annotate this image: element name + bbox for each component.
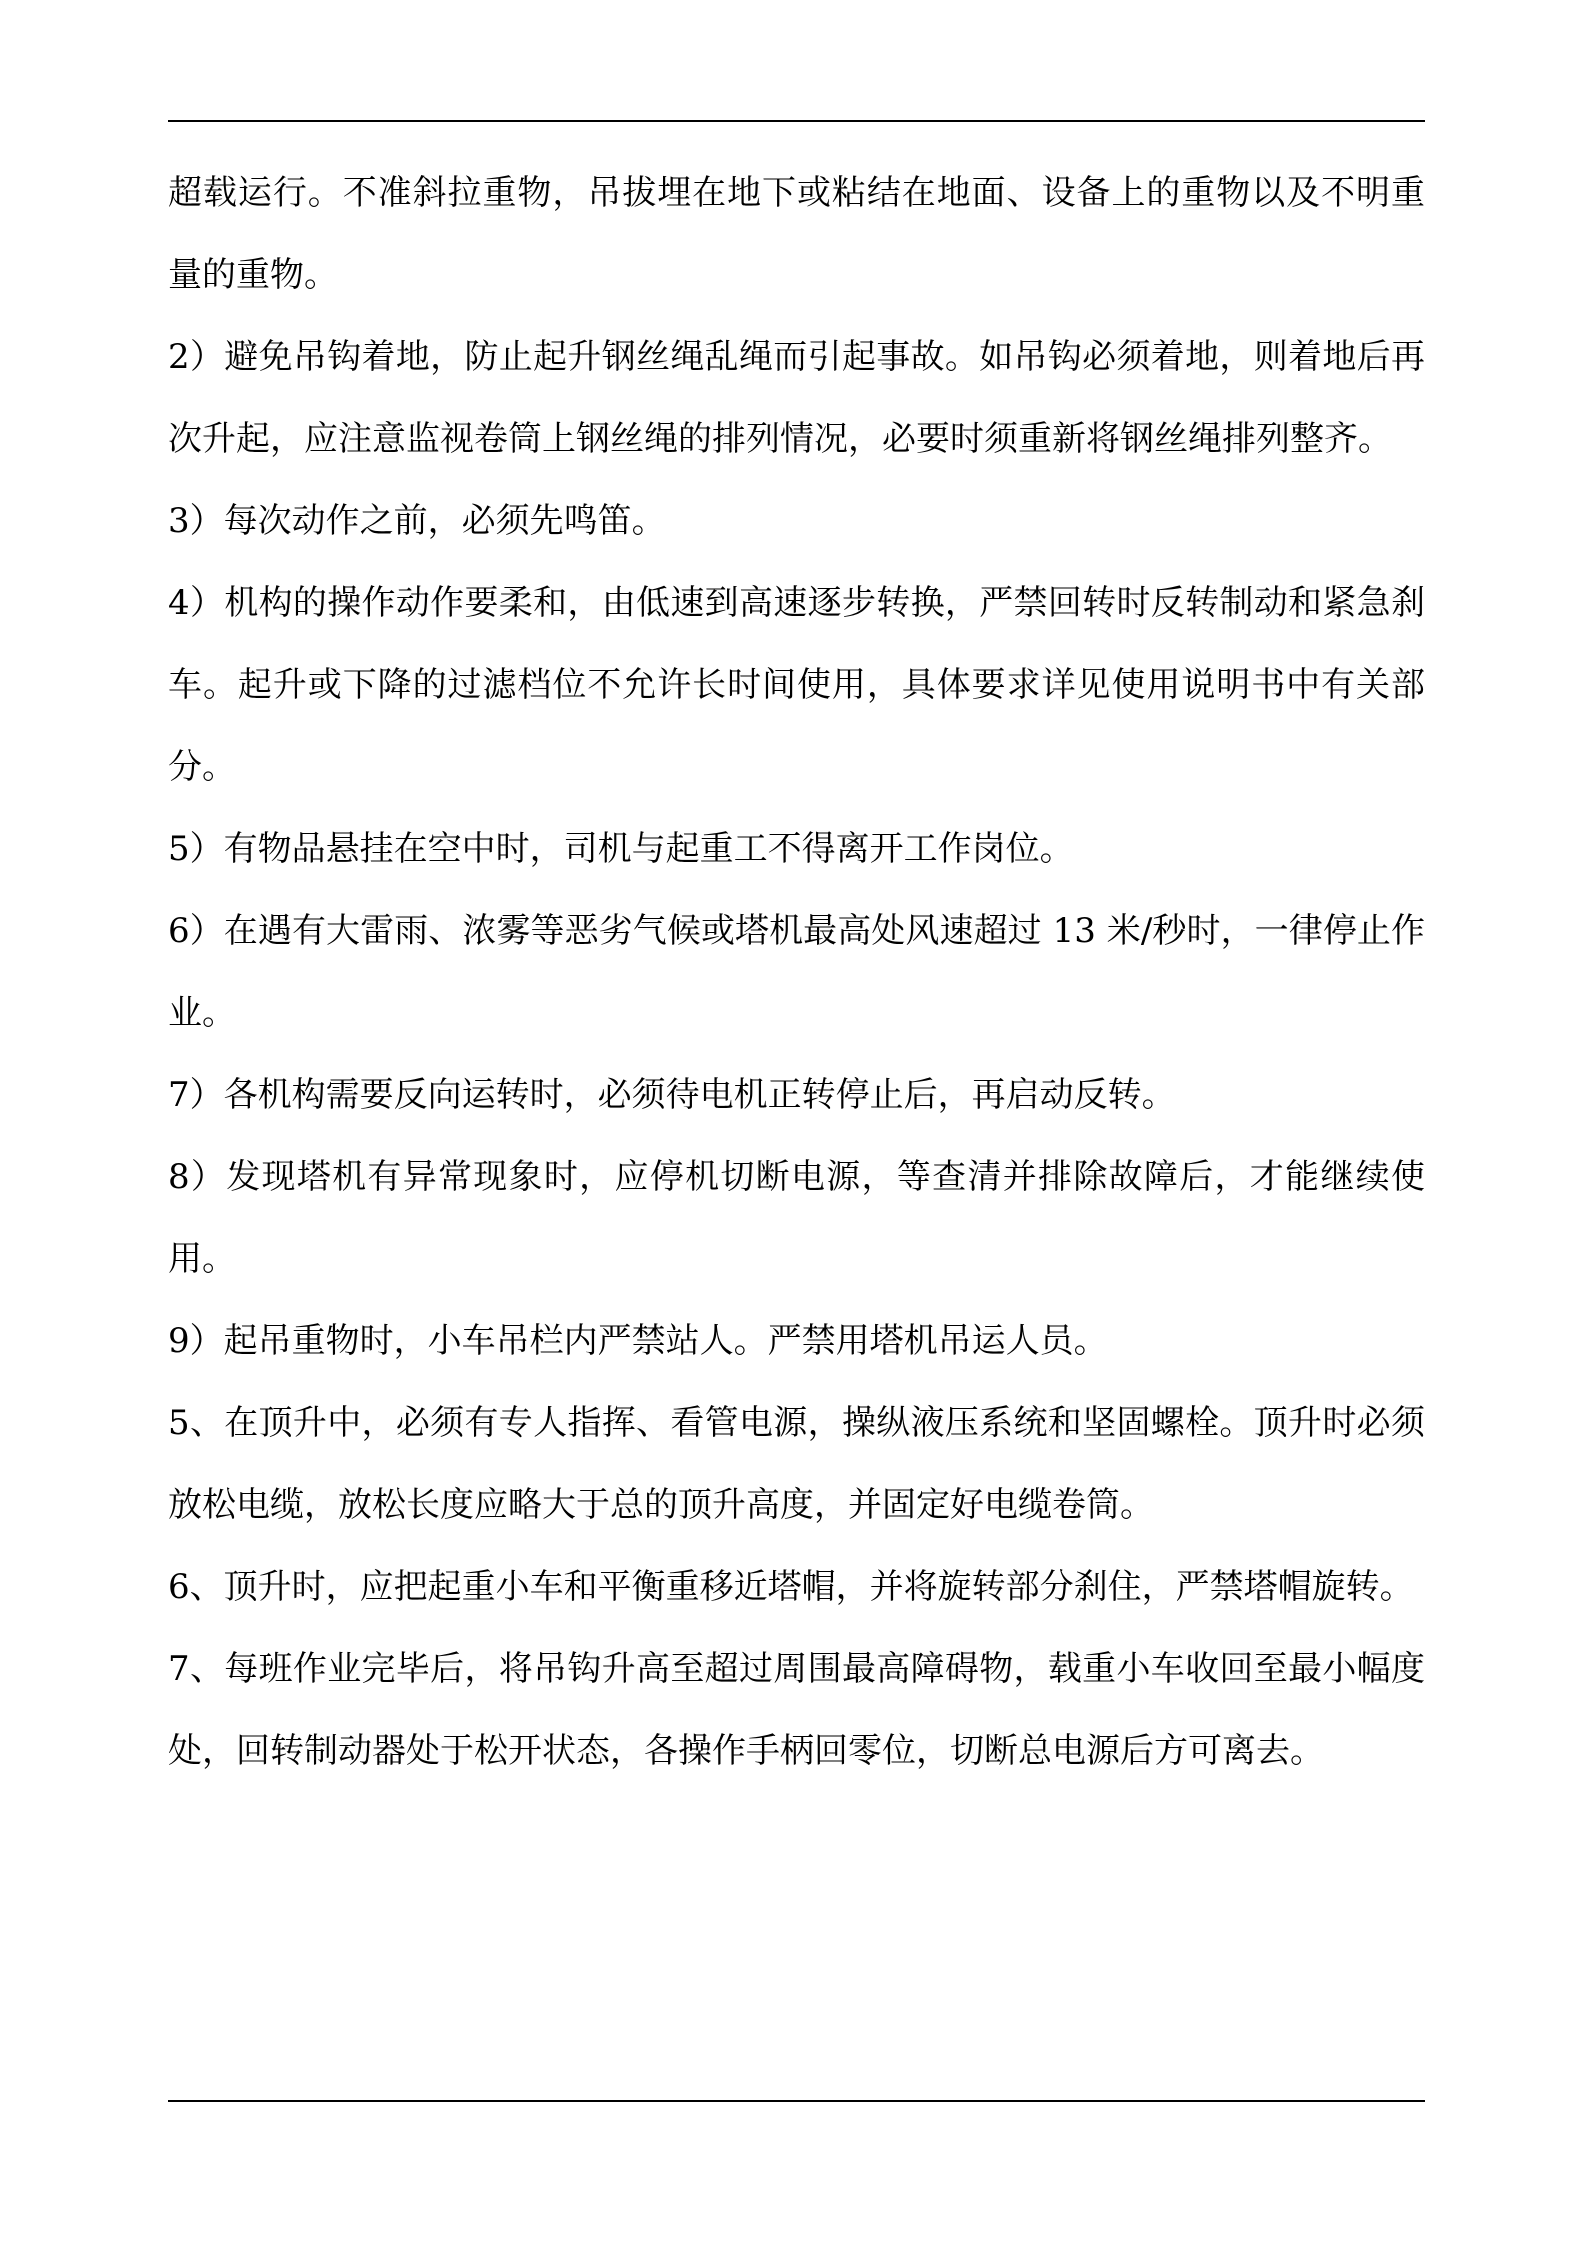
- paragraph: 2）避免吊钩着地，防止起升钢丝绳乱绳而引起事故。如吊钩必须着地，则着地后再次升起，应注意监视卷筒上钢丝绳的排列情况，必要时须重新将钢丝绳排列整齐。: [168, 337, 1425, 459]
- body-text: [168, 152, 1425, 1792]
- paragraph: 7、每班作业完毕后，将吊钩升高至超过周围最高障碍物，载重小车收回至最小幅度处，回转制动器处于松开状态，各操作手柄回零位，切断总电源后方可离去。: [168, 1649, 1425, 1771]
- paragraph: 6）在遇有大雷雨、浓雾等恶劣气候或塔机最高处风速超过 13 米/秒时，一律停止作业。: [168, 911, 1425, 1033]
- footer-rule: [168, 2100, 1425, 2102]
- paragraph: 3）每次动作之前，必须先鸣笛。: [168, 501, 666, 541]
- paragraph: 超载运行。不准斜拉重物，吊拔埋在地下或粘结在地面、设备上的重物以及不明重量的重物。: [168, 173, 1425, 295]
- paragraph: 9）起吊重物时，小车吊栏内严禁站人。严禁用塔机吊运人员。: [168, 1321, 1108, 1361]
- paragraph: 5）有物品悬挂在空中时，司机与起重工不得离开工作岗位。: [168, 829, 1074, 869]
- paragraph: 4）机构的操作动作要柔和，由低速到高速逐步转换，严禁回转时反转制动和紧急刹车。起升或下降的过滤档位不允许长时间使用，具体要求详见使用说明书中有关部分。: [168, 583, 1425, 787]
- header-rule: [168, 120, 1425, 122]
- paragraph: 5、在顶升中，必须有专人指挥、看管电源，操纵液压系统和坚固螺栓。顶升时必须放松电缆，放松长度应略大于总的顶升高度，并固定好电缆卷筒。: [168, 1403, 1425, 1525]
- paragraph: 7）各机构需要反向运转时，必须待电机正转停止后，再启动反转。: [168, 1075, 1176, 1115]
- paragraph: 6、顶升时，应把起重小车和平衡重移近塔帽，并将旋转部分刹住，严禁塔帽旋转。: [168, 1567, 1414, 1607]
- paragraph: 8）发现塔机有异常现象时，应停机切断电源，等查清并排除故障后，才能继续使用。: [168, 1157, 1425, 1279]
